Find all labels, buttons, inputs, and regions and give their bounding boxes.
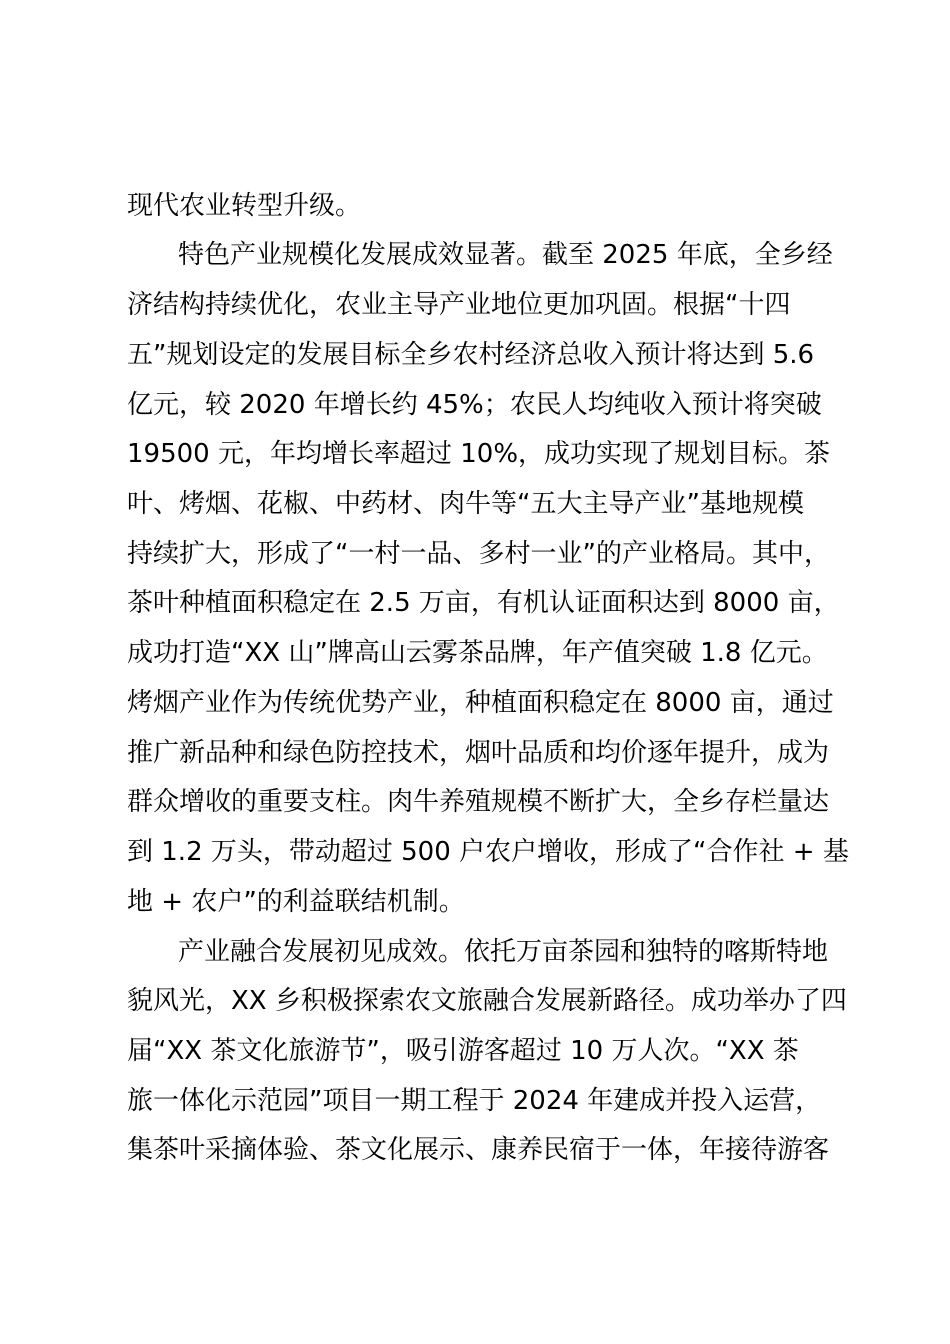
text-line-17: 貌风光，XX 乡积极探索农文旅融合发展新路径。成功举办了四: [127, 986, 847, 1016]
text-line-16: 产业融合发展初见成效。依托万亩茶园和独特的喀斯特地: [178, 937, 829, 967]
text-line-3: 济结构持续优化，农业主导产业地位更加巩固。根据“十四: [127, 290, 791, 320]
text-line-2: 特色产业规模化发展成效显著。截至 2025 年底，全乡经: [178, 240, 833, 270]
text-line-8: 持续扩大，形成了“一村一品、多村一业”的产业格局。其中，: [127, 539, 830, 569]
text-line-4: 五”规划设定的发展目标全乡农村经济总收入预计将达到 5.6: [127, 340, 815, 370]
text-line-10: 成功打造“XX 山”牌高山云雾茶品牌，年产值突破 1.8 亿元。: [127, 638, 828, 668]
text-line-18: 届“XX 茶文化旅游节”，吸引游客超过 10 万人次。“XX 茶: [127, 1036, 799, 1066]
text-line-1: 现代农业转型升级。: [127, 191, 362, 221]
text-line-5: 亿元，较 2020 年增长约 45%；农民人均纯收入预计将突破: [127, 390, 822, 420]
text-line-12: 推广新品种和绿色防控技术，烟叶品质和均价逐年提升，成为: [127, 738, 830, 768]
text-line-7: 叶、烤烟、花椒、中药材、肉牛等“五大主导产业”基地规模: [127, 489, 804, 519]
text-line-15: 地 + 农户”的利益联结机制。: [127, 887, 465, 917]
text-line-20: 集茶叶采摘体验、茶文化展示、康养民宿于一体，年接待游客: [127, 1135, 830, 1165]
text-line-13: 群众增收的重要支柱。肉牛养殖规模不断扩大，全乡存栏量达: [127, 787, 830, 817]
text-line-11: 烤烟产业作为传统优势产业，种植面积稳定在 8000 亩，通过: [127, 688, 834, 718]
text-line-9: 茶叶种植面积稳定在 2.5 万亩，有机认证面积达到 8000 亩，: [127, 588, 840, 618]
text-line-6: 19500 元，年均增长率超过 10%，成功实现了规划目标。茶: [127, 439, 831, 469]
text-line-19: 旅一体化示范园”项目一期工程于 2024 年建成并投入运营，: [127, 1086, 822, 1116]
text-line-14: 到 1.2 万头，带动超过 500 户农户增收，形成了“合作社 + 基: [127, 837, 849, 867]
